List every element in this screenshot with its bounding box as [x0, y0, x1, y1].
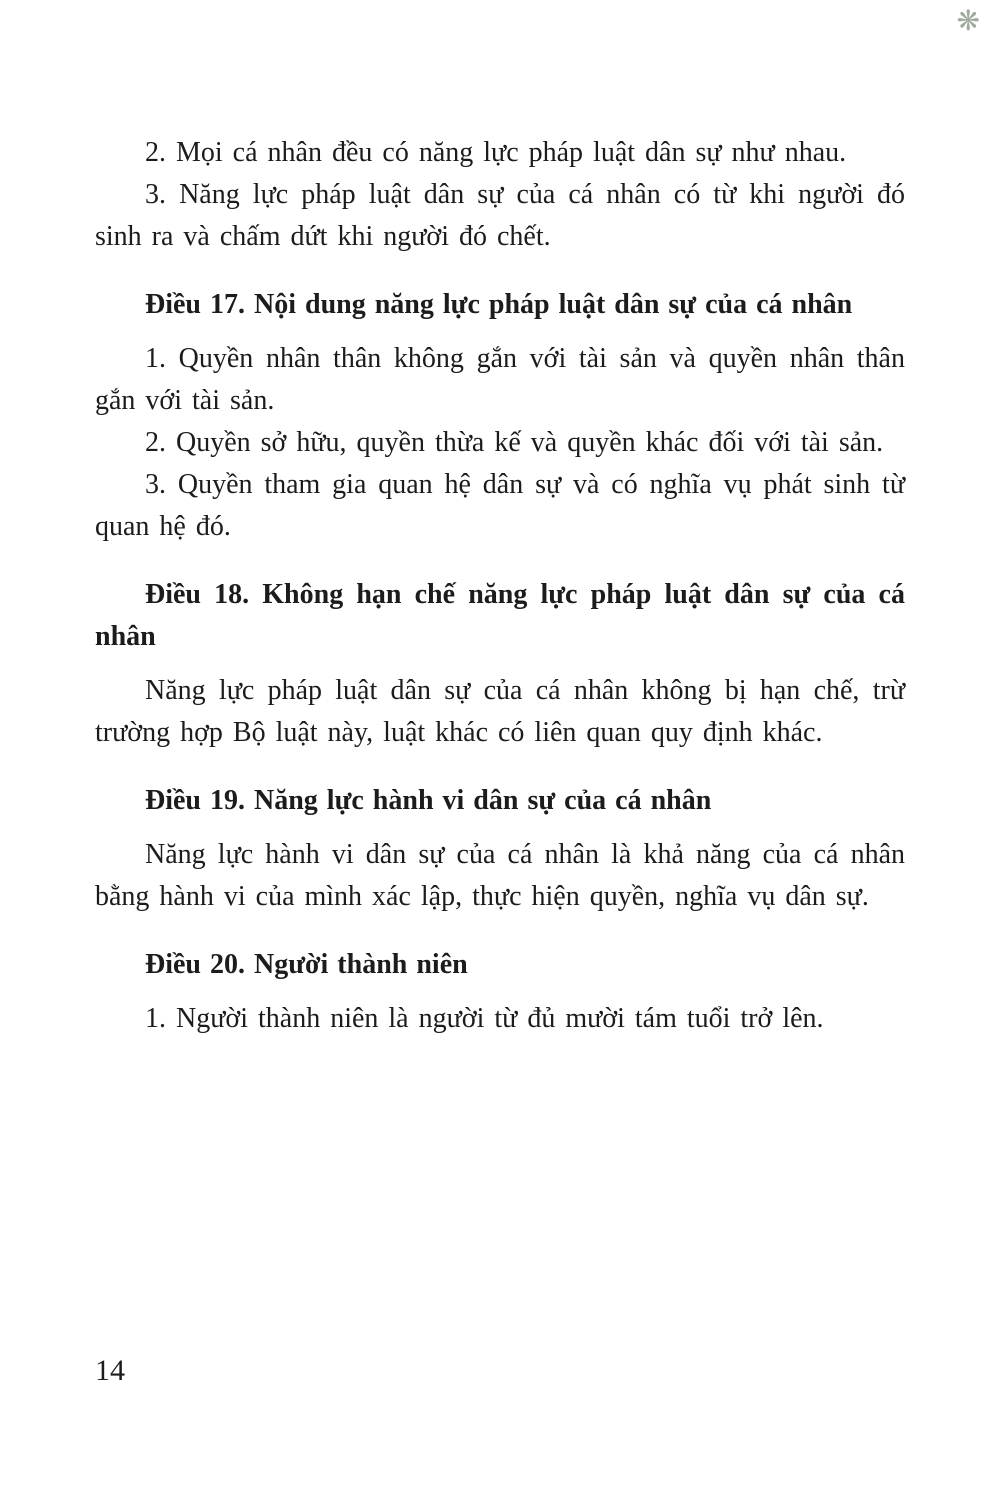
article-17-item-2: 2. Quyền sở hữu, quyền thừa kế và quyền khác đối với tài sản. [145, 427, 884, 458]
flower-icon: ❋ [956, 6, 980, 37]
article-20-item-1: 1. Người thành niên là người từ đủ mười tám tuổi trở lên. [145, 1003, 824, 1034]
paragraph-item-2: 2. Mọi cá nhân đều có năng lực pháp luật dân sự như nhau. [145, 137, 847, 168]
article-19-heading: Điều 19. Năng lực hành vi dân sự của cá nhân [145, 785, 712, 816]
article-18-body: Năng lực pháp luật dân sự của cá nhân không bị hạn chế, trừ trường hợp Bộ luật này, luật khác có liên quan quy định khác. [95, 675, 905, 748]
article-17-item-3: 3. Quyền tham gia quan hệ dân sự và có nghĩa vụ phát sinh từ quan hệ đó. [95, 469, 905, 542]
page-number: 14 [95, 1354, 125, 1387]
article-20-heading: Điều 20. Người thành niên [145, 949, 468, 980]
article-17-item-1: 1. Quyền nhân thân không gắn với tài sản và quyền nhân thân gắn với tài sản. [95, 343, 905, 416]
article-17-heading: Điều 17. Nội dung năng lực pháp luật dân sự của cá nhân [145, 289, 853, 320]
paragraph-item-3: 3. Năng lực pháp luật dân sự của cá nhân có từ khi người đó sinh ra và chấm dứt khi người đó chết. [95, 179, 905, 252]
article-18-heading: Điều 18. Không hạn chế năng lực pháp luật dân sự của cá nhân [95, 579, 905, 652]
article-19-body: Năng lực hành vi dân sự của cá nhân là khả năng của cá nhân bằng hành vi của mình xác lập, thực hiện quyền, nghĩa vụ dân sự. [95, 839, 905, 912]
